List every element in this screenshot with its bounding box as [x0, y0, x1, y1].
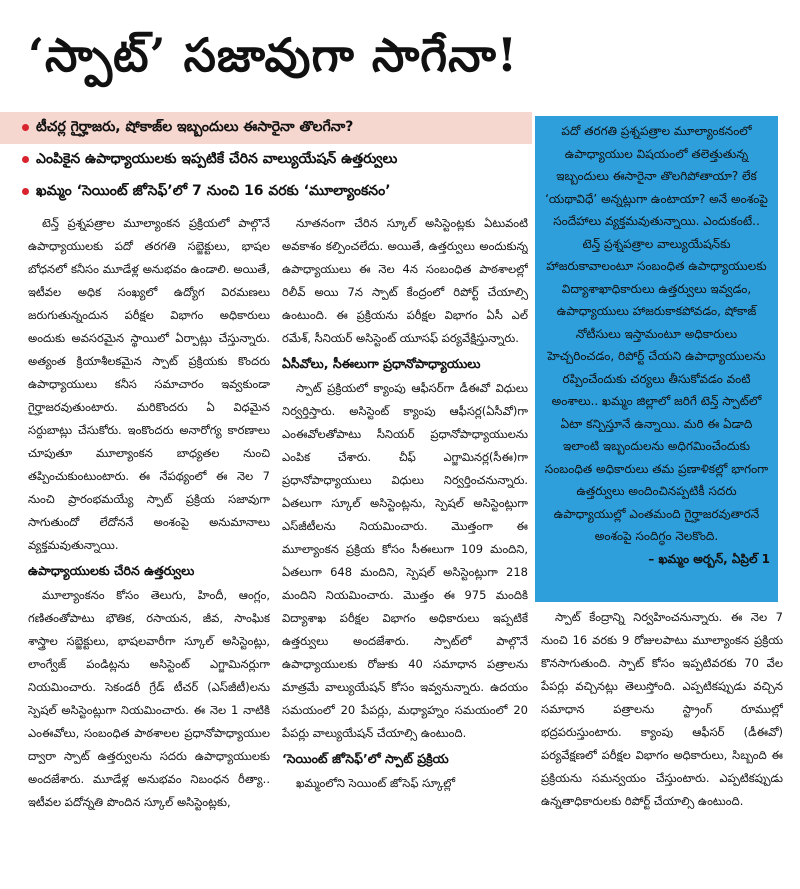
article-column-2 [282, 212, 528, 882]
article-column-3 [541, 606, 783, 882]
subheading: ఉపాధ్యాయులకు చేరిన ఉత్తర్వులు [28, 563, 195, 578]
highlight-text: టీచర్ల గైర్హాజరు, షోకాజ్‌ల ఇబ్బందులు ఈసారైనా తొలగేనా? [36, 118, 354, 135]
subheading: ఏసీవోలు, సీఈలుగా ప్రధానోపాధ్యాయులు [282, 356, 481, 371]
subheading: ‘సెయింట్ జోసెఫ్’లో స్పాట్ ప్రక్రియ [282, 751, 449, 766]
paragraph: ఖమ్మంలోని సెయింట్ జోసెఫ్ స్కూల్లో [296, 776, 456, 790]
bullet-dot-icon [22, 156, 29, 163]
page-title: ‘స్పాట్’ సజావుగా సాగేనా! [28, 28, 519, 82]
paragraph: మూల్యాంకనం కోసం తెలుగు, హిందీ, ఆంగ్లం, గణితంతోపాటు భౌతిక, రసాయన, జీవ, సాంఘిక శాస్త్రాల సబ్జెక్టులు, భాషలవారీగా స్కూల్ అసిస్టెంట్లు, లాంగ్వేజ్ పండిట్లను అసిస్టెంట్ ఎగ్జామినర్లుగా నియమించారు. సెకండరీ గ్రేడ్ టీచర్ (ఎస్‌జీటీ)లను స్పెషల్ అసిస్టెంట్లుగా నియమించారు. ఈ నెల 1 నాటికి ఎంఈవోలు, సంబంధిత పాఠశాలల ప్రధానోపాధ్యాయుల ద్వారా స్పాట్ ఉత్తర్వులను సదరు ఉపాధ్యాయులకు అందజేశారు. మూడేళ్ల అనుభవం నిబంధన రీత్యా.. ఇటీవల పదోన్నతి పొందిన స్కూల్ అసిస్టెంట్లకు, [28, 588, 270, 809]
article-column-1 [28, 212, 270, 882]
bullet-dot-icon [22, 124, 29, 131]
bullet-dot-icon [22, 188, 29, 195]
paragraph: టెన్త్ ప్రశ్నపత్రాల మూల్యాంకన ప్రక్రియలో పాల్గొనే ఉపాధ్యాయులకు పదో తరగతి సబ్జెక్టులు, భాషల బోధనలో కనీసం మూడేళ్ల అనుభవం ఉండాలి. అయితే, ఇటీవల అధిక సంఖ్యలో ఉద్యోగ విరమణలు జరుగుతున్నందున పరీక్షల విభాగం అధికారులు అందుకు అవసరమైన స్థాయిలో ఏర్పాట్లు చేస్తున్నారు. అత్యంత క్రియాశీలకమైన స్పాట్ ప్రక్రియకు కొందరు ఉపాధ్యాయులు కనీస సమాచారం ఇవ్వకుండా గైర్హాజరవుతుంటారు. మరికొందరు ఏ విధమైన సర్దుబాట్లు చేసుకోరు. ఇంకొందరు అనారోగ్య కారణాలు చూపుతూ మూల్యాంకన బాధ్యతల నుంచి తప్పించుకుంటుంటారు. ఈ నేపథ్యంలో ఈ నెల 7 నుంచి ప్రారంభమయ్యే స్పాట్ ప్రక్రియ సజావుగా సాగుతుందో లేదోననే అంశంపై అనుమానాలు వ్యక్తమవుతున్నాయి. [28, 216, 270, 552]
dateline: – ఖమ్మం అర్బన్, ఏప్రిల్ 1 [648, 551, 770, 566]
highlight-item [0, 176, 532, 208]
paragraph: స్పాట్ ప్రక్రియలో క్యాంపు ఆఫీసర్‌గా డీఈవో విధులు నిర్వర్తిస్తారు. అసిస్టెంట్ క్యాంపు ఆఫీసర్ల(ఏసీవో)గా ఎంఈవోలతోపాటు సీనియర్ ప్రధానోపాధ్యాయులను ఎంపిక చేశారు. చీఫ్ ఎగ్జామినర్ల(సీఈ)గా ప్రధానోపాధ్యాయులు విధులు నిర్వర్తించనున్నారు. ఏతలుగా స్కూల్ అసిస్టెంట్లను, స్పెషల్ అసిస్టెంట్లుగా ఎస్‌జీటీలను నియమించారు. మొత్తంగా ఈ మూల్యాంకన ప్రక్రియ కోసం సీఈలుగా 109 మందిని, ఏతలుగా 648 మందిని, స్పెషల్ అసిస్టెంట్లుగా 218 మందిని నియమించారు. మొత్తం ఈ 975 మందికి విద్యాశాఖ పరీక్షల విభాగం అధికారులు ఇప్పటికే ఉత్తర్వులు అందజేశారు. స్పాట్‌లో పాల్గొనే ఉపాధ్యాయులకు రోజుకు 40 సమాధాన పత్రాలను మాత్రమే వాల్యుయేషన్ కోసం ఇవ్వనున్నారు. ఉదయం సమయంలో 20 పేపర్లు, మధ్యాహ్నం సమయంలో 20 పేపర్లు వాల్యుయేషన్ చేయాల్సి ఉంటుంది. [282, 381, 528, 740]
highlight-item [0, 144, 532, 176]
paragraph: నూతనంగా చేరిన స్కూల్ అసిస్టెంట్లకు ఏటువంటి అవకాశం కల్పించలేదు. అయితే, ఉత్తర్వులు అందుకున్న ఉపాధ్యాయులు ఈ నెల 4న సంబంధిత పాఠశాలల్లో రిలీవ్ అయి 7న స్పాట్ కేంద్రంలో రిపోర్ట్ చేయాల్సి ఉంటుంది. ఈ ప్రక్రియను పరీక్షల విభాగం ఏసీ ఎల్ రమేశ్, సీనియర్ అసిస్టెంట్ యూసఫ్ పర్యవేక్షిస్తున్నారు. [282, 216, 528, 345]
intro-text: పదో తరగతి ప్రశ్నపత్రాల మూల్యాంకనంలో ఉపాధ్యాయుల విషయంలో తలెత్తుతున్న ఇబ్బందులు ఈసారైనా తొలగిపోతాయా? లేక ‘యథావిధే’ అన్నట్లుగా ఉంటాయా? అనే అంశంపై సందేహాలు వ్యక్తమవుతున్నాయి. ఎందుకంటే.. టెన్త్ ప్రశ్నపత్రాల వాల్యుయేషన్‌కు హాజరుకావాలంటూ సంబంధిత ఉపాధ్యాయులకు విద్యాశాఖాధికారులు ఉత్తర్వులు ఇవ్వడం, ఉపాధ్యాయులు హాజరుకాకపోవడం, షోకాజ్ నోటీసులు ఇస్తామంటూ అధికారులు హెచ్చరించడం, రిపోర్ట్ చేయని ఉపాధ్యాయులను రప్పించేందుకు చర్యలు తీసుకోవడం వంటి అంశాలు.. ఖమ్మం జిల్లాలో జరిగే టెన్త్ స్పాట్‌లో ఏటా కన్పిస్తూనే ఉన్నాయి. మరి ఈ ఏడాది ఇలాంటి ఇబ్బందులను అధిగమించేందుకు సంబంధిత అధికారులు తమ ప్రణాళికల్లో భాగంగా ఉత్తర్వులు అందించినప్పటికీ సదరు ఉపాధ్యాయుల్లో ఎంతమంది గైర్హాజరవుతారనే అంశంపై సందిగ్ధం నెలకొంది. [544, 124, 769, 543]
highlights-list [0, 112, 532, 210]
highlight-text: ఎంపికైన ఉపాధ్యాయులకు ఇప్పటికే చేరిన వాల్యుయేషన్ ఉత్తర్వులు [36, 150, 398, 167]
intro-box [535, 116, 778, 602]
highlight-item [0, 112, 532, 144]
highlight-text: ఖమ్మం ‘సెయింట్ జోసెఫ్’లో 7 నుంచి 16 వరకు ‘మూల్యాంకనం’ [36, 182, 391, 199]
paragraph: స్పాట్ కేంద్రాన్ని నిర్వహించనున్నారు. ఈ నెల 7 నుంచి 16 వరకు 9 రోజులపాటు మూల్యాంకన ప్రక్రియ కొనసాగుతుంది. స్పాట్ కోసం ఇప్పటివరకు 70 వేల పేపర్లు వచ్చినట్లు తెలుస్తోంది. ఎప్పటికప్పుడు వచ్చిన సమాధాన పత్రాలను స్ట్రాంగ్ రూముల్లో భద్రపరుస్తుంటారు. క్యాంపు ఆఫీసర్ (డీఈవో) పర్యవేక్షణలో పరీక్షల విభాగం అధికారులు, సిబ్బంది ఈ ప్రక్రియను సమన్వయం చేస్తుంటారు. ఎప్పటికప్పుడు ఉన్నతాధికారులకు రిపోర్ట్ చేయాల్సి ఉంటుంది. [541, 610, 783, 808]
